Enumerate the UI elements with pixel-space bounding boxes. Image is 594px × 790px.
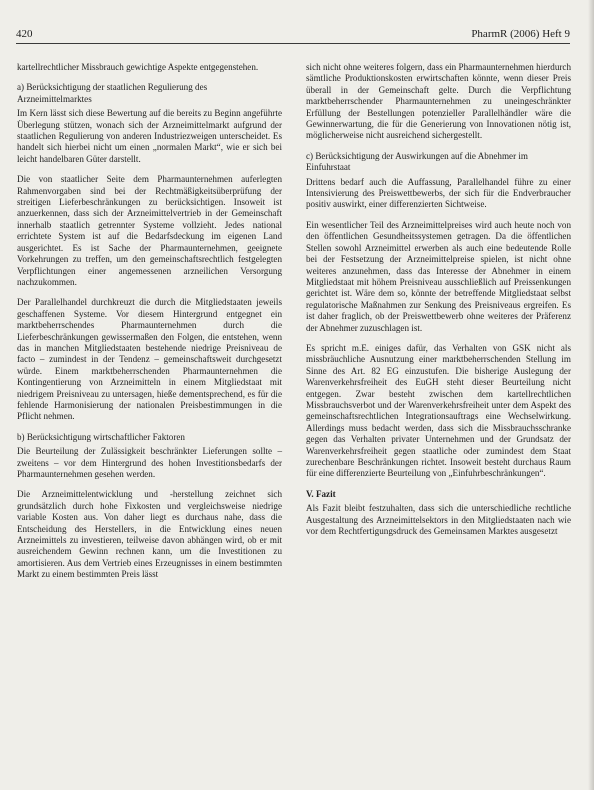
paragraph: sich nicht ohne weiteres folgern, dass ein Pharmaunternehmen hierdurch sämtliche Produktionskosten erwirtschaften könnte, wenn dieser Preis überall in der Gemeinschaft gelte. Durch die Verpflichtung marktbeherrschender Pharmaunternehmen zu uneingeschränkter Erfüllung der Bestellungen potenzieller Parallelhändler wäre die Gewinnerwartung, die für die Generierung von Innovationen nötig ist, möglicherweise nicht ausreichend sichergestellt.	[306, 62, 571, 141]
left-column	[17, 62, 282, 582]
journal-reference: PharmR (2006) Heft 9	[471, 28, 570, 40]
paragraph: Es spricht m.E. einiges dafür, das Verhalten von GSK nicht als missbräuchliche Ausnutzung einer marktbeherrschenden Stellung im Sinne des Art. 82 EG einzustufen. Die bisherige Auslegung der Warenverkehrsfreiheit des EuGH steht dieser Beurteilung nicht entgegen. Zwar besteht zwischen dem kartellrechtlichen Missbrauchsverbot und der Warenverkehrsfreiheit unter dem Aspekt des gemeinschaftsrechtlichen Integrationsauftrags eine Wechselwirkung. Allerdings muss bedacht werden, dass sich die Missbrauchsschranke gegen das Verhalten privater Unternehmen und der Grundsatz der Warenverkehrsfreiheit gegen staatliche oder zumindest dem Staat zurechenbare Beschränkungen richtet. Insoweit besteht durchaus Raum für eine differenzierte Beurteilung von „Einfuhrbeschränkungen“.	[306, 342, 571, 479]
page-number: 420	[16, 28, 33, 40]
paragraph: kartellrechtlicher Missbrauch gewichtige Aspekte entgegenstehen.	[17, 62, 259, 72]
right-column	[306, 62, 571, 538]
page-edge-shadow	[588, 0, 594, 790]
paragraph: Die Beurteilung der Zulässigkeit beschränkter Lieferungen sollte – zweitens – vor dem Hintergrund des hohen Investitionsbedarfs der Pharmaunternehmen gesehen werden.	[17, 446, 282, 479]
paragraph: Drittens bedarf auch die Auffassung, Parallelhandel führe zu einer Intensivierung des Preiswettbewerbs, der sich für die Endverbraucher positiv auswirkt, einer differenzierten Sichtweise.	[306, 176, 571, 210]
section-heading-fazit: V. Fazit	[306, 488, 336, 499]
section-heading-a: a) Berücksichtigung der staatlichen Regulierung des Arzneimittelmarktes	[17, 82, 208, 104]
section-heading-c: c) Berücksichtigung der Auswirkungen auf die Abnehmer im Einfuhrstaat	[306, 150, 528, 173]
paragraph: Im Kern lässt sich diese Bewertung auf die bereits zu Beginn angeführte Überlegung stützen, wonach sich der Arzneimittelmarkt aufgrund der staatlichen Regulierung von anderen Industriezweigen unterscheidet. Es handelt sich hierbei nicht um einen „normalen Markt“, wie er sich bei leicht handelbaren Güter darstellt.	[17, 108, 282, 164]
paragraph: Die Arzneimittelentwicklung und -herstellung zeichnet sich grundsätzlich durch hohe Fixkosten und vergleichsweise niedrige variable Kosten aus. Von daher liegt es durchaus nahe, dass die Entscheidung des Herstellers, in die Entwicklung eines neuen Arzneimittels zu investieren, teilweise davon abhängen wird, ob er mit ausreichendem Gewinn rechnen kann, um die Investitionen zu amortisieren. Aus dem Vertrieb eines Erzeugnisses in einem bestimmten Markt zu einem bestimmten Preis lässt	[17, 489, 282, 580]
section-heading-b: b) Berücksichtigung wirtschaftlicher Faktoren	[17, 431, 185, 442]
paragraph: Der Parallelhandel durchkreuzt die durch die Mitgliedstaaten jeweils geschaffenen Systeme. Vor diesem Hintergrund entgegnet ein marktbeherrschendes Pharmaunternehmen durch die Lieferbeschränkungen gewissermaßen den Folgen, die entstehen, wenn das in manchen Mitgliedstaaten bestehende niedrige Preisniveau de facto – zumindest in der Tendenz – gemeinschaftsweit durchgesetzt würde. Einem marktbeherrschenden Pharmaunternehmen die Kontingentierung von Arzneimitteln in einem Mitgliedstaat mit niedrigem Preisniveau zu untersagen, hieße dementsprechend, es für die fehlende Harmonisierung der nationalen Preisbestimmungen in die Pflicht nehmen.	[17, 297, 282, 422]
header-rule	[16, 43, 570, 44]
paragraph: Als Fazit bleibt festzuhalten, dass sich die unterschiedliche rechtliche Ausgestaltung des Arzneimittelsektors in den Mitgliedstaaten nach wie vor dem Rechtfertigungsdruck des Gemeinsamen Marktes ausgesetzt	[306, 503, 571, 537]
paragraph: Die von staatlicher Seite dem Pharmaunternehmen auferlegten Rahmenvorgaben sind bei der Rechtmäßigkeitsüberprüfung der streitigen Lieferbeschränkungen zu berücksichtigen. Insoweit ist anzuerkennen, dass sich der Arzneimittelvertrieb in der Gemeinschaft innerhalb staatlich getrennter Systeme vollzieht. Jedes national errichtete System ist auf die Bedarfsdeckung im eigenen Land ausgerichtet. Es ist Sache der Pharmaunternehmen, geeignete Vorkehrungen zu treffen, um den gemeinschaftsrechtlich festgelegten Verpflichtungen einer angemessenen arzneilichen Versorgung nachzukommen.	[17, 174, 282, 287]
page-header	[16, 24, 570, 44]
paragraph: Ein wesentlicher Teil des Arzneimittelpreises wird auch heute noch von den öffentlichen Gesundheitssystemen getragen. Da die öffentlichen Stellen sowohl Arzneimittel erwerben als auch eine bedeutende Rolle bei der Festsetzung der Arzneimittelpreise spielen, ist nicht ohne weiteres anzunehmen, dass das Interesse der Abnehmer in einem Mitgliedstaat mit höhem Preisniveau ausschließlich auf Preissenkungen gerichtet ist. Wäre dem so, könnte der betreffende Mitgliedstaat selbst regulatorische Maßnahmen zur Senkung des Preisniveaus ergreifen. Es ist daher fraglich, ob der Preiswettbewerb ohne weiteres der Präferenz der Abnehmer zuzuschlagen ist.	[306, 219, 571, 333]
